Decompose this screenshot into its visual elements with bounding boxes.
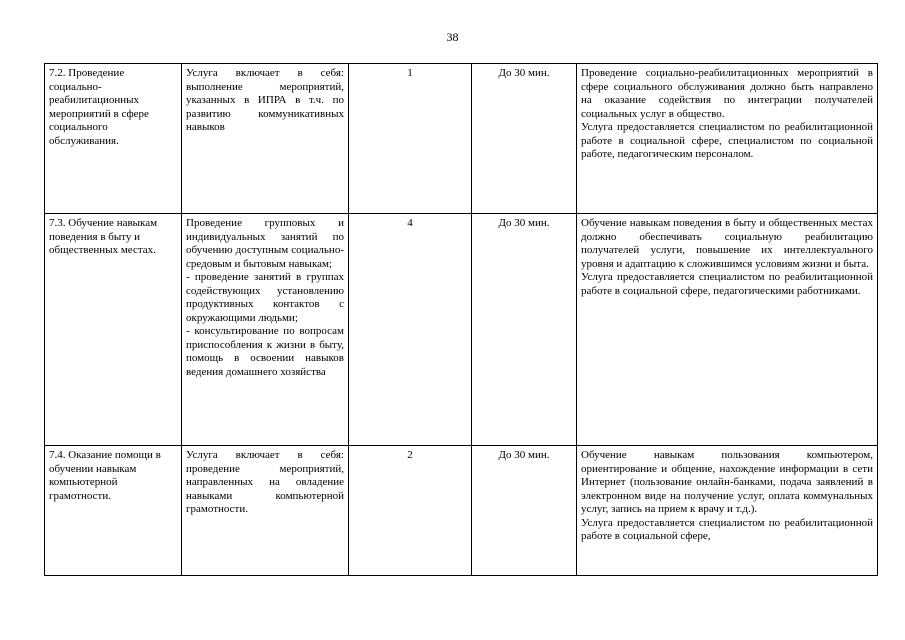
service-content-cell <box>182 446 349 576</box>
conditions-cell <box>577 446 878 576</box>
services-table <box>44 63 878 576</box>
conditions-cell <box>577 214 878 446</box>
service-name: 7.3. Обучение навыкам поведения в быту и общественных местах. <box>49 217 158 256</box>
quantity-cell <box>349 64 472 214</box>
service-duration: До 30 мин. <box>498 449 550 461</box>
service-content: Услуга включает в себя: выполнение мероприятий, указанных в ИПРА в т.ч. по развитию коммуникативных навыков <box>186 67 344 133</box>
service-content: Услуга включает в себя: проведение мероприятий, направленных на овладение навыками компьютерной грамотности. <box>186 449 344 515</box>
service-quantity: 2 <box>407 449 413 461</box>
service-content-cell <box>182 214 349 446</box>
table-row <box>45 214 878 446</box>
service-quantity: 4 <box>407 217 413 229</box>
page-number: 38 <box>446 30 459 44</box>
service-conditions: Обучение навыкам поведения в быту и общественных местах должно обеспечивать социальную реабилитацию получателей услуги, повышение их интеллектуального уровня и адаптацию к сложившимся условиям жизни и быта. Услуга предоставляется специалистом по реабилитационной работе в социальной сфере, педагогическими работниками. <box>581 217 873 297</box>
service-duration: До 30 мин. <box>498 67 550 79</box>
duration-cell <box>472 214 577 446</box>
service-content: Проведение групповых и индивидуальных занятий по обучению доступным социально-средовым и бытовым навыкам; - проведение занятий в группах содействующих установлению продуктивных контактов с окружающими людьми; - консультирование по вопросам приспособления к жизни в быту, помощь в освоении навыков ведения домашнего хозяйства <box>186 217 344 378</box>
service-conditions: Обучение навыкам пользования компьютером, ориентирование и общение, нахождение информации в сети Интернет (пользование онлайн-банками, подача заявлений в электронном виде на получение услуг, оплата коммунальных услуг, запись на прием к врачу и т.д.). Услуга предоставляется специалистом по реабилитационной работе в социальной сфере, <box>581 449 873 542</box>
quantity-cell <box>349 446 472 576</box>
table-row <box>45 64 878 214</box>
table-row <box>45 446 878 576</box>
service-name: 7.4. Оказание помощи в обучении навыкам компьютерной грамотности. <box>49 449 161 502</box>
service-conditions: Проведение социально-реабилитационных мероприятий в сфере социального обслуживания должно быть направлено на оказание содействия по интеграции получателей социальных услуг в общество. Услуга предоставляется специалистом по реабилитационной работе в социальной сфере, специалистом по социальной работе, педагогическим персоналом. <box>581 67 873 160</box>
service-name: 7.2. Проведение социально-реабилитационных мероприятий в сфере социального обслуживания. <box>49 67 149 147</box>
duration-cell <box>472 64 577 214</box>
quantity-cell <box>349 214 472 446</box>
duration-cell <box>472 446 577 576</box>
service-name-cell <box>45 64 182 214</box>
service-quantity: 1 <box>407 67 413 79</box>
service-name-cell <box>45 214 182 446</box>
conditions-cell <box>577 64 878 214</box>
service-duration: До 30 мин. <box>498 217 550 229</box>
service-content-cell <box>182 64 349 214</box>
service-name-cell <box>45 446 182 576</box>
